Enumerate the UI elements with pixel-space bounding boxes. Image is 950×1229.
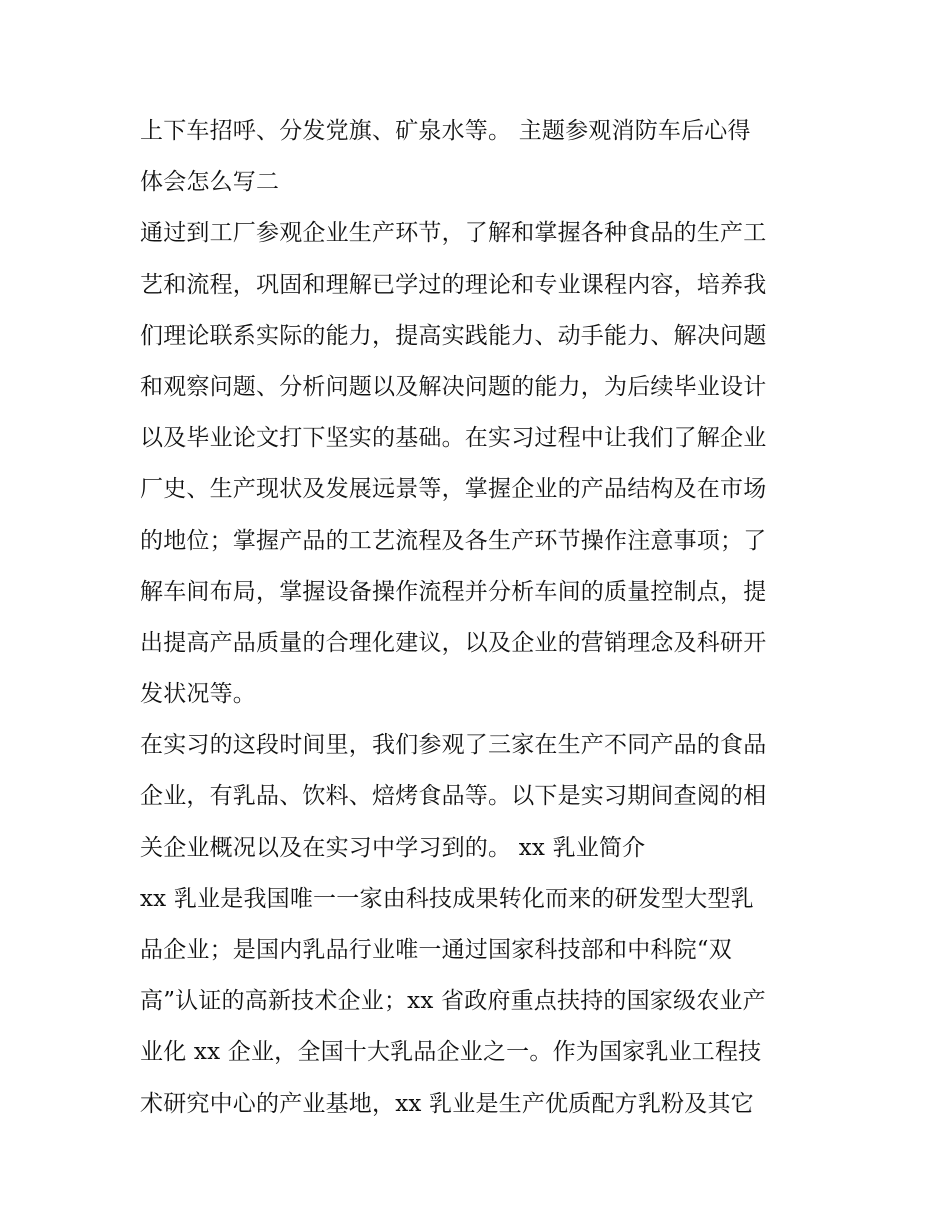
text-line: 厂史、生产现状及发展远景等，掌握企业的产品结构及在市场 <box>140 476 767 503</box>
text-line: 通过到工厂参观企业生产环节，了解和掌握各种食品的生产工 <box>140 220 767 247</box>
text-line: 品企业；是国内乳品行业唯一通过国家科技部和中科院“双 <box>140 937 732 963</box>
text-line: 解车间布局，掌握设备操作流程并分析车间的质量控制点，提 <box>140 578 767 605</box>
text-line: 和观察问题、分析问题以及解决问题的能力，为后续毕业设计 <box>140 373 767 400</box>
text-line: 企业，有乳品、饮料、焙烤食品等。以下是实习期间查阅的相 <box>140 783 767 810</box>
text-line: 们理论联系实际的能力，提高实践能力、动手能力、解决问题 <box>140 322 767 349</box>
text-line: 艺和流程，巩固和理解已学过的理论和专业课程内容，培养我 <box>140 271 767 298</box>
text-line: 发状况等。 <box>140 681 256 708</box>
text-line: 关企业概况以及在实习中学习到的。 xx 乳业简介 <box>140 834 646 861</box>
text-line: 出提高产品质量的合理化建议，以及企业的营销理念及科研开 <box>140 629 767 656</box>
document-body <box>140 111 820 1135</box>
text-line: 业化 xx 企业，全国十大乳品企业之一。作为国家乳业工程技 <box>140 1039 762 1066</box>
text-line: 高”认证的高新技术企业；xx 省政府重点扶持的国家级农业产 <box>140 988 766 1015</box>
text-line: 的地位；掌握产品的工艺流程及各生产环节操作注意事项；了 <box>140 527 767 554</box>
text-line: 以及毕业论文打下坚实的基础。在实习过程中让我们了解企业 <box>140 425 767 452</box>
text-line: xx 乳业是我国唯一一家由科技成果转化而来的研发型大型乳 <box>140 885 754 912</box>
text-line: 在实习的这段时间里，我们参观了三家在生产不同产品的食品 <box>140 732 767 759</box>
text-line: 上下车招呼、分发党旗、矿泉水等。 主题参观消防车后心得 <box>140 118 751 144</box>
text-line: 体会怎么写二 <box>140 169 280 196</box>
text-line: 术研究中心的产业基地，xx 乳业是生产优质配方乳粉及其它 <box>140 1090 754 1117</box>
